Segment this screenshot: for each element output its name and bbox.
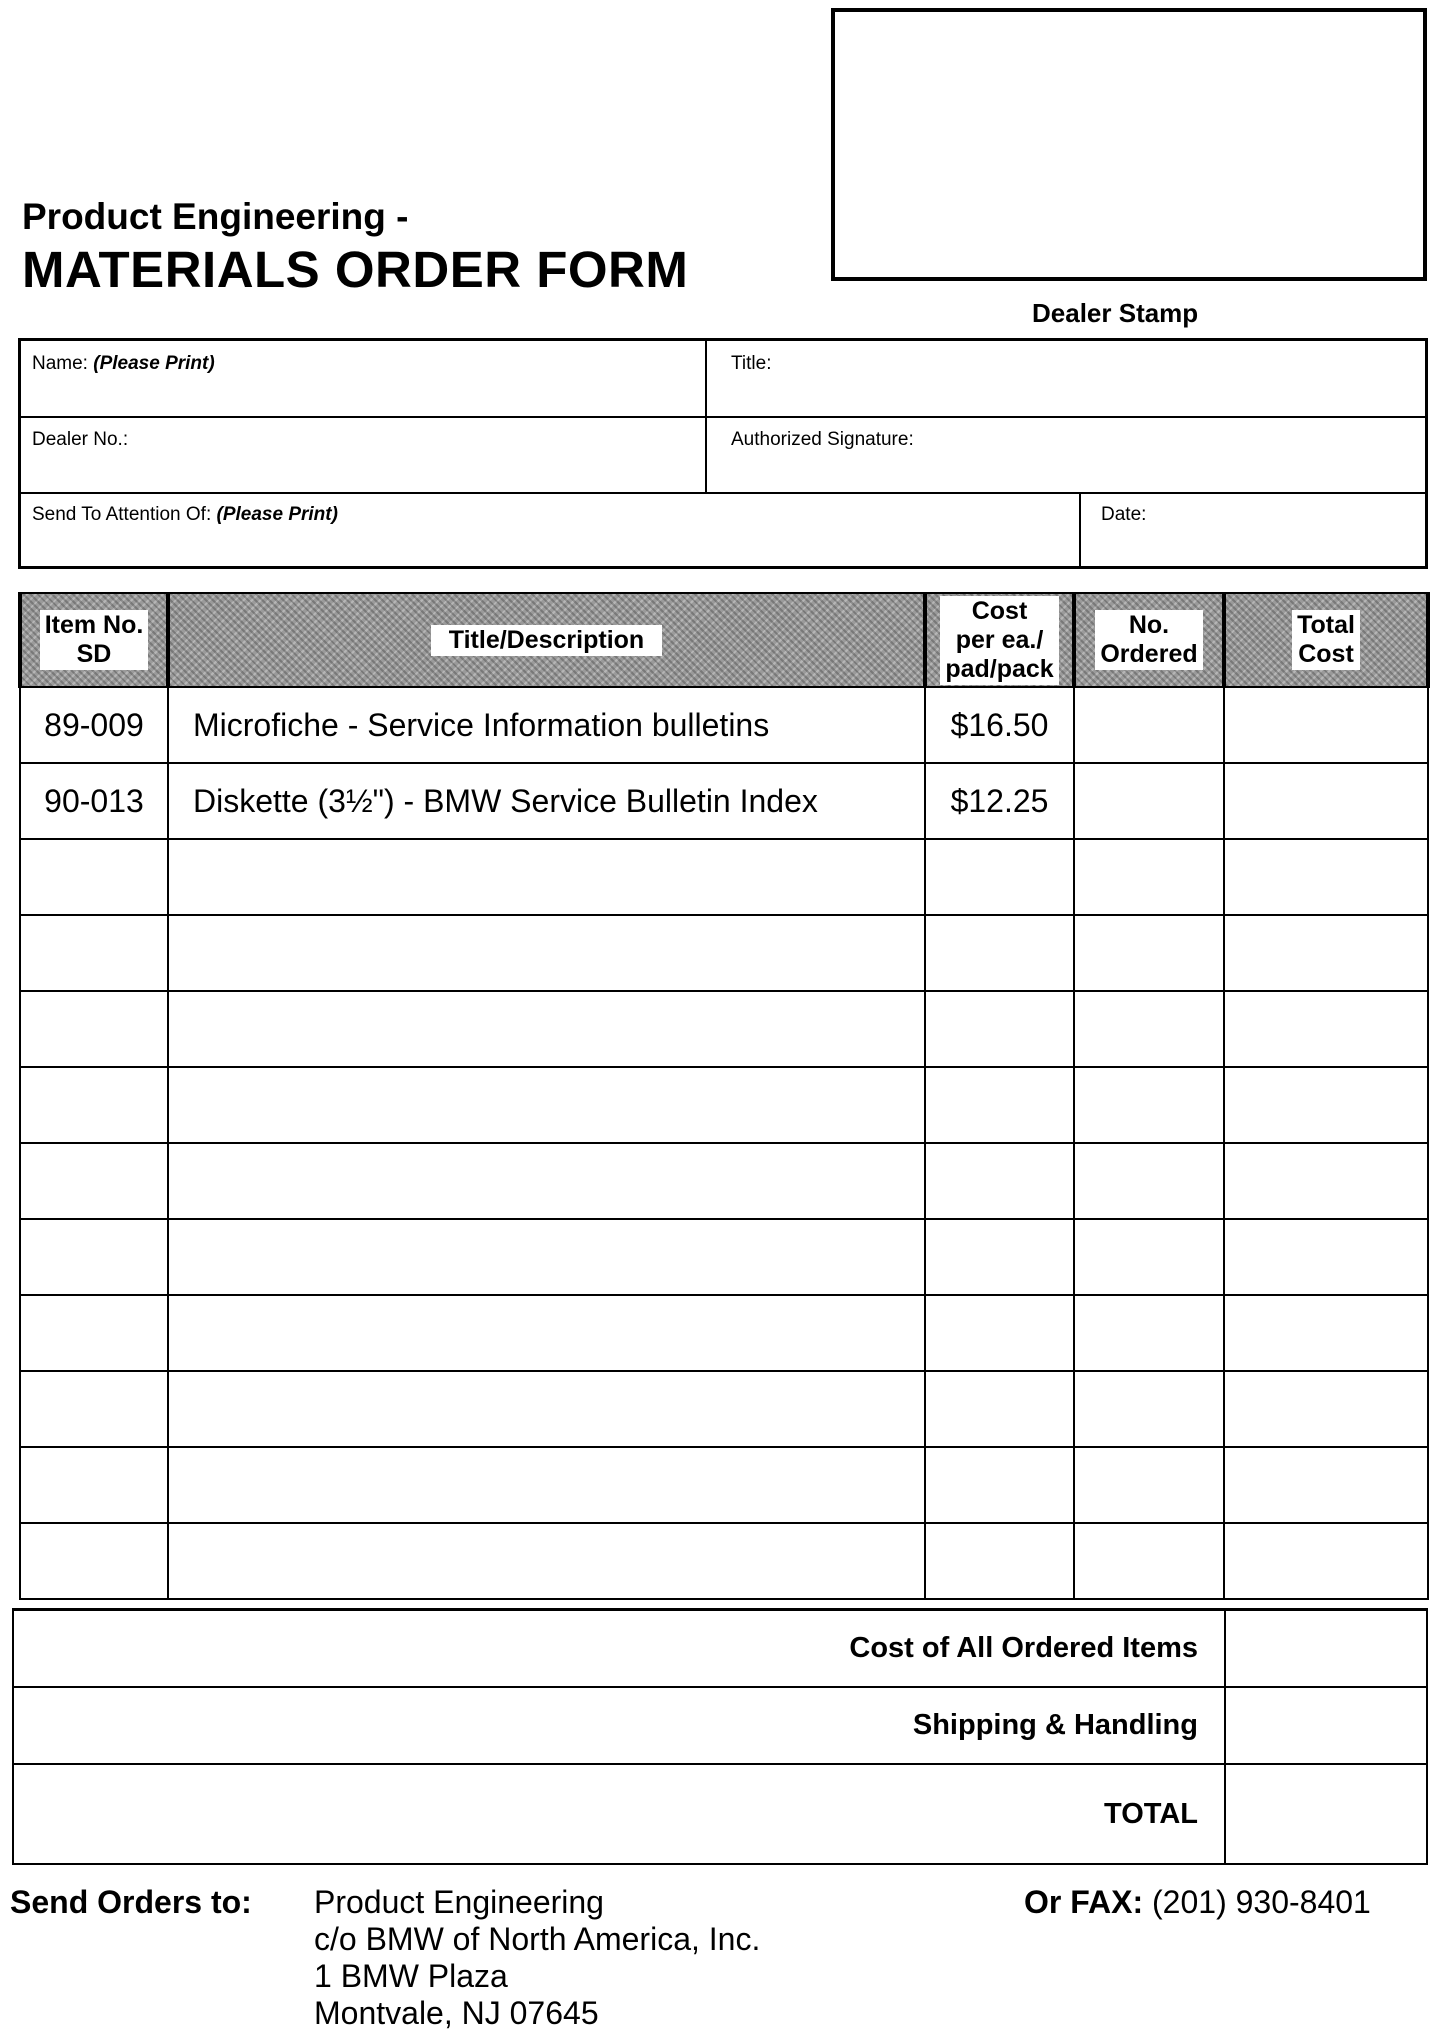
item-no-cell (20, 991, 168, 1067)
divider (1079, 492, 1081, 569)
cost-cell (925, 1067, 1074, 1143)
total-cost-field[interactable] (1224, 915, 1428, 991)
table-row (20, 991, 1428, 1067)
qty-ordered-field[interactable] (1074, 839, 1224, 915)
description-cell (168, 915, 925, 991)
table-row (20, 763, 1428, 839)
total-cost-field[interactable] (1224, 763, 1428, 839)
qty-ordered-field[interactable] (1074, 687, 1224, 763)
qty-ordered-field[interactable] (1074, 1295, 1224, 1371)
address-line: 1 BMW Plaza (314, 1958, 508, 1994)
header-no-ordered: No. Ordered (1074, 593, 1224, 687)
item-no-cell: 90-013 (20, 763, 168, 839)
description-cell (168, 1143, 925, 1219)
totals-row (13, 1610, 1427, 1688)
total-cost-field[interactable] (1224, 991, 1428, 1067)
qty-ordered-field[interactable] (1074, 1371, 1224, 1447)
item-no-cell (20, 1067, 168, 1143)
totals-row (13, 1764, 1427, 1864)
attention-label: Send To Attention Of: (32, 504, 212, 525)
attention-field[interactable] (32, 504, 338, 526)
table-row (20, 839, 1428, 915)
total-cost-field[interactable] (1224, 1219, 1428, 1295)
table-header-row (20, 593, 1428, 687)
header-item-no: Item No. SD (20, 593, 168, 687)
attention-hint: (Please Print) (216, 504, 338, 525)
total-cost-field[interactable] (1224, 1295, 1428, 1371)
qty-ordered-field[interactable] (1074, 1523, 1224, 1599)
totals-row (13, 1687, 1427, 1764)
header-cost: Cost per ea./ pad/pack (925, 593, 1074, 687)
header-description: Title/Description (168, 593, 925, 687)
item-no-cell (20, 1371, 168, 1447)
qty-ordered-field[interactable] (1074, 763, 1224, 839)
total-cost-field[interactable] (1224, 687, 1428, 763)
header-total-cost: Total Cost (1224, 593, 1428, 687)
item-no-cell (20, 1295, 168, 1371)
cost-all-value-field[interactable] (1225, 1610, 1427, 1688)
item-no-cell (20, 1219, 168, 1295)
cost-cell (925, 1371, 1074, 1447)
divider (705, 341, 707, 492)
fax-number: (201) 930-8401 (1152, 1884, 1371, 1920)
description-cell: Microfiche - Service Information bulletins (168, 687, 925, 763)
dealer-no-label: Dealer No.: (32, 429, 129, 450)
date-field[interactable] (1101, 504, 1146, 526)
total-label: TOTAL (13, 1764, 1225, 1864)
item-no-cell (20, 1447, 168, 1523)
description-cell (168, 1371, 925, 1447)
description-cell (168, 991, 925, 1067)
item-no-cell (20, 1523, 168, 1599)
dealer-no-field[interactable] (32, 429, 128, 451)
cost-cell (925, 991, 1074, 1067)
cost-cell (925, 1295, 1074, 1371)
fax-label: Or FAX: (1024, 1884, 1144, 1920)
cost-cell (925, 1447, 1074, 1523)
table-row (20, 1371, 1428, 1447)
signature-field[interactable] (731, 429, 914, 451)
cost-cell: $12.25 (925, 763, 1074, 839)
description-cell (168, 1067, 925, 1143)
item-no-cell (20, 1143, 168, 1219)
description-cell (168, 1523, 925, 1599)
item-no-cell (20, 915, 168, 991)
address-line: c/o BMW of North America, Inc. (314, 1921, 761, 1957)
title-label: Title: (731, 353, 772, 374)
qty-ordered-field[interactable] (1074, 1447, 1224, 1523)
signature-label: Authorized Signature: (731, 429, 914, 450)
mailing-address (314, 1884, 760, 2032)
totals-table (12, 1608, 1428, 1865)
dealer-stamp-label: Dealer Stamp (1032, 298, 1199, 328)
description-cell (168, 839, 925, 915)
shipping-label: Shipping & Handling (13, 1687, 1225, 1764)
description-cell (168, 1219, 925, 1295)
description-cell: Diskette (3½") - BMW Service Bulletin Index (168, 763, 925, 839)
qty-ordered-field[interactable] (1074, 991, 1224, 1067)
form-title: MATERIALS ORDER FORM (22, 241, 689, 298)
order-items-table (18, 592, 1430, 1600)
item-no-cell: 89-009 (20, 687, 168, 763)
address-line: Montvale, NJ 07645 (314, 1995, 599, 2031)
item-no-cell (20, 839, 168, 915)
cost-cell: $16.50 (925, 687, 1074, 763)
cost-cell (925, 915, 1074, 991)
qty-ordered-field[interactable] (1074, 1143, 1224, 1219)
cost-cell (925, 1219, 1074, 1295)
cost-cell (925, 1523, 1074, 1599)
table-row (20, 1523, 1428, 1599)
qty-ordered-field[interactable] (1074, 1067, 1224, 1143)
total-cost-field[interactable] (1224, 1523, 1428, 1599)
send-orders-label: Send Orders to: (10, 1884, 252, 1920)
description-cell (168, 1295, 925, 1371)
shipping-value-field[interactable] (1225, 1687, 1427, 1764)
total-cost-field[interactable] (1224, 839, 1428, 915)
title-field[interactable] (731, 353, 771, 375)
address-line: Product Engineering (314, 1884, 604, 1920)
total-cost-field[interactable] (1224, 1143, 1428, 1219)
table-row (20, 1295, 1428, 1371)
name-field[interactable] (32, 353, 215, 375)
total-cost-field[interactable] (1224, 1447, 1428, 1523)
date-label: Date: (1101, 504, 1147, 525)
qty-ordered-field[interactable] (1074, 1219, 1224, 1295)
total-cost-field[interactable] (1224, 1371, 1428, 1447)
table-row (20, 915, 1428, 991)
table-row (20, 1447, 1428, 1523)
description-cell (168, 1447, 925, 1523)
form-subtitle: Product Engineering - (22, 196, 409, 237)
table-row (20, 687, 1428, 763)
dealer-info-box (18, 338, 1428, 569)
table-row (20, 1143, 1428, 1219)
divider (21, 416, 1425, 418)
cost-all-label: Cost of All Ordered Items (13, 1610, 1225, 1688)
total-cost-field[interactable] (1224, 1067, 1428, 1143)
cost-cell (925, 839, 1074, 915)
total-value-field[interactable] (1225, 1764, 1427, 1864)
cost-cell (925, 1143, 1074, 1219)
dealer-stamp-box (831, 8, 1427, 281)
name-label: Name: (32, 353, 88, 374)
divider (21, 492, 1425, 494)
table-row (20, 1067, 1428, 1143)
table-row (20, 1219, 1428, 1295)
name-hint: (Please Print) (93, 353, 215, 374)
qty-ordered-field[interactable] (1074, 915, 1224, 991)
fax-info (1024, 1884, 1371, 1921)
